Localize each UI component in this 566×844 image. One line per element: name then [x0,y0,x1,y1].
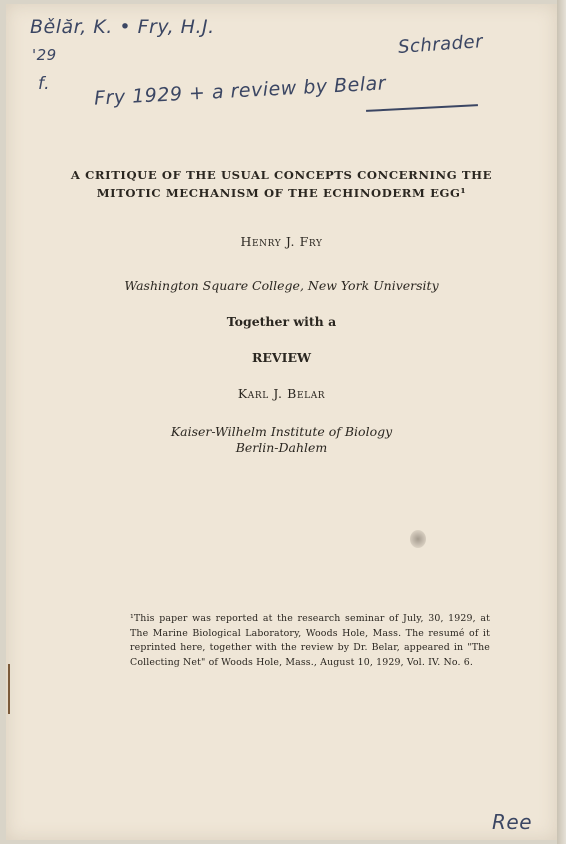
ink-smudge [410,530,426,548]
handwritten-schrader: Schrader [397,31,484,58]
author-belar: Karl J. Belar [237,386,326,401]
handwritten-number: '29 [32,46,57,64]
affiliation-belar-line-1: Kaiser-Wilhelm Institute of Biology [170,424,393,439]
footnote: ¹This paper was reported at the research seminar of July, 30, 1929, at The Marine Biological Laboratory, Woods Hole, Mass. The resumé of it reprinted here, together with the review by Dr. Belar, appeared in "The Collecting Net" of Woods Hole, Mass., August 10, 1929, Vol. IV. No. 6. [130,613,490,668]
handwritten-author-note: Bělăr, K. • Fry, H.J. [30,16,215,38]
title-line-2: MITOTIC MECHANISM OF THE ECHINODERM EGG¹ [96,186,467,200]
staple-mark [8,664,10,714]
affiliation-belar-line-2: Berlin-Dahlem [235,440,328,455]
handwritten-review-note: Fry 1929 + a review by Belar [93,72,387,110]
title-line-1: A CRITIQUE OF THE USUAL CONCEPTS CONCERNING THE [70,168,493,182]
author-fry: Henry J. Fry [240,234,323,249]
handwritten-underline [366,104,478,112]
together-with-text: Together with a [226,314,337,329]
review-heading: REVIEW [251,350,312,365]
document-page [6,4,557,840]
handwritten-corner-note: Ree [492,810,533,834]
page-edge-shadow [557,0,566,844]
handwritten-letter: f. [38,74,51,94]
affiliation-fry: Washington Square College, New York University [124,278,439,293]
